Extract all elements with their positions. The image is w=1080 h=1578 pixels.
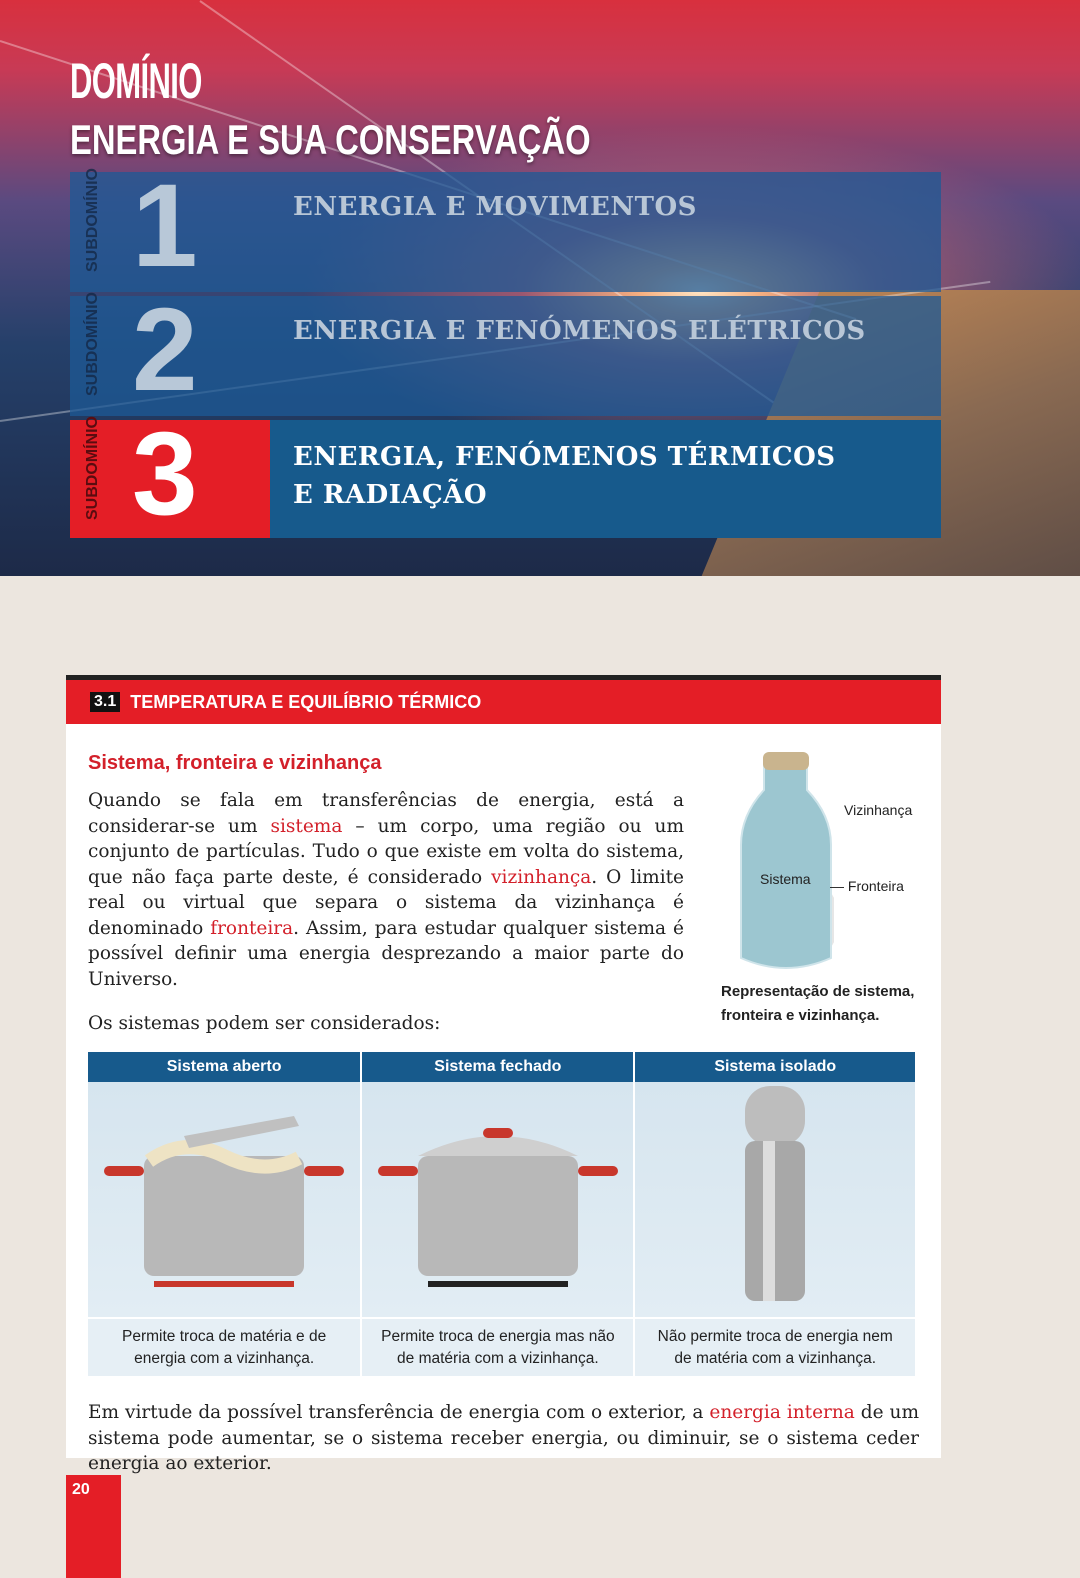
closed-system-description: Permite troca de energia mas não de matéria com a vizinhança.: [361, 1318, 634, 1376]
subdomain-number: 2: [132, 284, 198, 416]
section-box: [66, 675, 941, 1474]
page-number: 20: [66, 1475, 121, 1578]
subdomain-label: SUBDOMÍNIO: [84, 292, 101, 396]
domain-title: ENERGIA E SUA CONSERVAÇÃO: [70, 116, 591, 163]
isolated-system-description: Não permite troca de energia nem de matéria com a vizinhança.: [634, 1318, 916, 1376]
thermos-image: [634, 1082, 916, 1318]
systems-intro: Os sistemas podem ser considerados:: [88, 1013, 441, 1034]
open-system-description: Permite troca de matéria e de energia com a vizinhança.: [88, 1318, 361, 1376]
open-pot-image: [88, 1082, 361, 1318]
subdomain-title: ENERGIA E MOVIMENTOS: [293, 192, 697, 222]
header-isolated-system: Sistema isolado: [634, 1052, 916, 1082]
domain-banner: [0, 0, 1080, 576]
paragraph-internal-energy: Em virtude da possível transferência de energia com o exterior, a energia interna de um sistema pode aumentar, se o sistema receber energia, ou diminuir, se o sistema ceder energia ao exterior.: [88, 1402, 920, 1474]
label-fronteira: — Fronteira: [830, 878, 904, 894]
section-number: 3.1: [90, 692, 120, 712]
paragraph-intro: Quando se fala em transferências de energia, está a considerar-se um sistema – um corpo, uma região ou um conjunto de partículas. Tudo o que existe em volta do sistema, que não faça parte deste, é considerado vizinhança. O limite real ou virtual que separa o sistema da vizinhança é denominado fronteira. Assim, para estudar qualquer sistema é possível definir uma energia desprezando a maior parte do Universo.: [88, 790, 685, 990]
figure-caption: Representação de sistema, fronteira e vizinhança.: [721, 983, 915, 1024]
header-closed-system: Sistema fechado: [361, 1052, 634, 1082]
subdomain-1: [70, 160, 941, 292]
label-sistema: Sistema: [760, 871, 811, 887]
subdomain-title: ENERGIA E FENÓMENOS ELÉTRICOS: [293, 316, 866, 346]
subdomain-number: 3: [132, 408, 198, 540]
section-header: [66, 680, 941, 724]
header-open-system: Sistema aberto: [88, 1052, 361, 1082]
section-title: TEMPERATURA E EQUILÍBRIO TÉRMICO: [130, 691, 482, 712]
label-vizinhanca: Vizinhança: [844, 802, 913, 818]
subdomain-label: SUBDOMÍNIO: [84, 416, 101, 520]
domain-label: DOMÍNIO: [70, 53, 202, 109]
subdomain-2: [70, 284, 941, 416]
subsection-title: Sistema, fronteira e vizinhança: [88, 752, 382, 774]
systems-table: [88, 1052, 917, 1376]
subdomain-title: ENERGIA, FENÓMENOS TÉRMICOS E RADIAÇÃO: [293, 442, 836, 510]
closed-pot-image: [361, 1082, 634, 1318]
subdomain-number: 1: [132, 160, 198, 292]
subdomain-label: SUBDOMÍNIO: [84, 168, 101, 272]
bottle-illustration: [739, 750, 834, 972]
subdomain-3: [70, 408, 941, 540]
